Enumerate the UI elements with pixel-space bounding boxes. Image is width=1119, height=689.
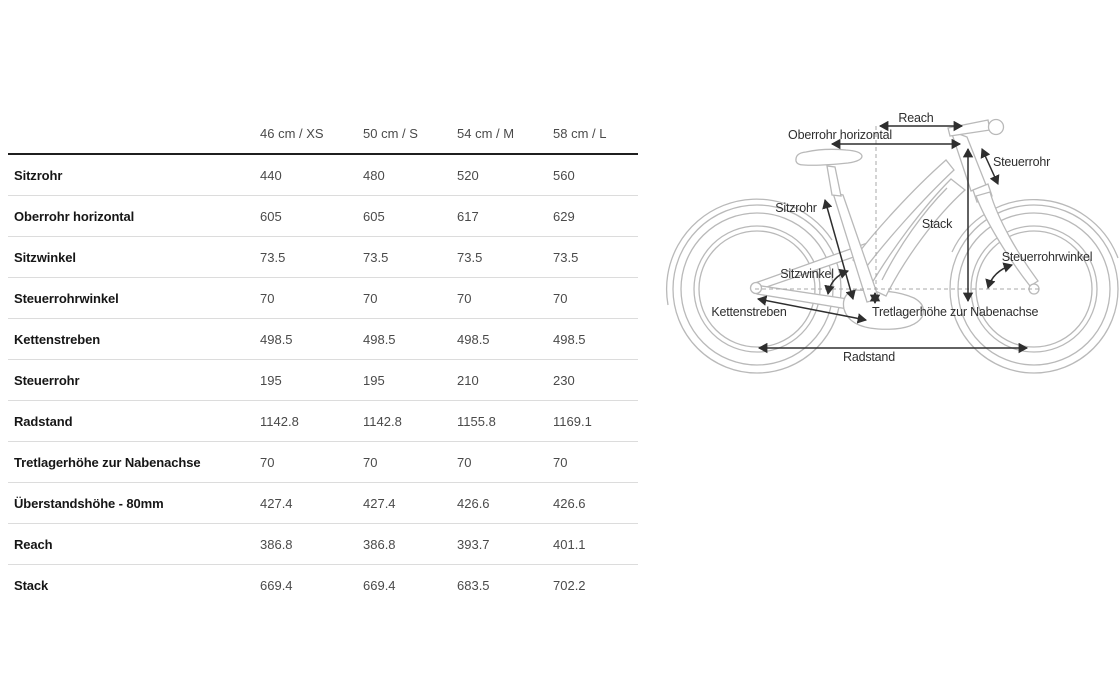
cell: 1142.8	[260, 413, 299, 429]
table-row	[8, 442, 638, 483]
cell: 70	[457, 290, 472, 306]
table-row	[8, 483, 638, 524]
row-label: Sitzrohr	[14, 167, 63, 183]
row-label: Tretlagerhöhe zur Nabenachse	[14, 454, 201, 470]
table-row	[8, 401, 638, 442]
reach-label: Reach	[898, 111, 934, 125]
cell: 498.5	[260, 331, 293, 347]
cell: 70	[553, 454, 568, 470]
cell: 629	[553, 208, 575, 224]
table-row	[8, 319, 638, 360]
fork	[976, 192, 1038, 286]
cell: 426.6	[553, 495, 586, 511]
row-label: Kettenstreben	[14, 331, 101, 347]
header-size-s: 50 cm / S	[363, 126, 418, 141]
row-label: Radstand	[14, 413, 73, 429]
cell: 520	[457, 167, 479, 183]
cell: 498.5	[363, 331, 396, 347]
cell: 73.5	[553, 249, 579, 265]
cell: 195	[260, 372, 282, 388]
cell: 70	[260, 290, 275, 306]
cell: 73.5	[260, 249, 286, 265]
cell: 669.4	[363, 577, 396, 593]
row-label: Reach	[14, 536, 53, 552]
row-label: Überstandshöhe - 80mm	[14, 495, 164, 511]
sitzwinkel-label: Sitzwinkel	[780, 267, 834, 281]
geometry-table	[8, 114, 638, 605]
cell: 702.2	[553, 577, 586, 593]
cell: 70	[260, 454, 275, 470]
cell: 195	[363, 372, 385, 388]
kettenstreben-label: Kettenstreben	[711, 305, 787, 319]
stack-label: Stack	[921, 217, 953, 231]
cell: 70	[457, 454, 472, 470]
table-header-row	[8, 114, 638, 155]
cell: 605	[260, 208, 282, 224]
table-row	[8, 360, 638, 401]
table-row	[8, 155, 638, 196]
cell: 386.8	[363, 536, 396, 552]
cell: 669.4	[260, 577, 293, 593]
cell: 426.6	[457, 495, 490, 511]
row-label: Steuerrohr	[14, 372, 80, 388]
cell: 70	[363, 290, 378, 306]
steuerrohr-label: Steuerrohr	[993, 155, 1051, 169]
header-size-m: 54 cm / M	[457, 126, 515, 141]
row-label: Oberrohr horizontal	[14, 208, 135, 224]
radstand-label: Radstand	[843, 350, 895, 364]
cell: 230	[553, 372, 575, 388]
tretlagerhoehe-label: Tretlagerhöhe zur Nabenachse	[872, 305, 1039, 319]
cell: 70	[363, 454, 378, 470]
cell: 73.5	[457, 249, 483, 265]
cell: 498.5	[457, 331, 490, 347]
cell: 427.4	[260, 495, 293, 511]
cell: 1155.8	[457, 413, 496, 429]
table-row	[8, 237, 638, 278]
cell: 210	[457, 372, 479, 388]
cell: 1169.1	[553, 413, 592, 429]
cell: 393.7	[457, 536, 490, 552]
table-row	[8, 278, 638, 319]
row-label: Steuerrohrwinkel	[14, 290, 119, 306]
bike-geometry-diagram	[659, 95, 1119, 400]
table-row	[8, 196, 638, 237]
row-label: Sitzwinkel	[14, 249, 76, 265]
seat-post	[827, 166, 841, 196]
bike-frame	[751, 120, 1040, 330]
stem	[948, 120, 990, 136]
cell: 440	[260, 167, 282, 183]
row-label: Stack	[14, 577, 49, 593]
cell: 480	[363, 167, 385, 183]
steuerrohrwinkel-label: Steuerrohrwinkel	[1001, 250, 1093, 264]
sitzrohr-label: Sitzrohr	[775, 201, 817, 215]
table-row	[8, 565, 638, 605]
header-size-xs: 46 cm / XS	[260, 126, 324, 141]
cell: 605	[363, 208, 385, 224]
handlebar-grip	[989, 120, 1004, 135]
cell: 70	[553, 290, 568, 306]
cell: 1142.8	[363, 413, 402, 429]
cell: 427.4	[363, 495, 396, 511]
cell: 560	[553, 167, 575, 183]
saddle	[796, 149, 862, 165]
cell: 401.1	[553, 536, 586, 552]
header-size-l: 58 cm / L	[553, 126, 607, 141]
cell: 73.5	[363, 249, 389, 265]
cell: 683.5	[457, 577, 490, 593]
rear-dropout	[751, 283, 762, 294]
table-row	[8, 524, 638, 565]
steuerrohrwinkel-arc	[988, 265, 1012, 288]
cell: 386.8	[260, 536, 293, 552]
cell: 498.5	[553, 331, 586, 347]
cell: 617	[457, 208, 479, 224]
oberrohr-label: Oberrohr horizontal	[788, 128, 892, 142]
